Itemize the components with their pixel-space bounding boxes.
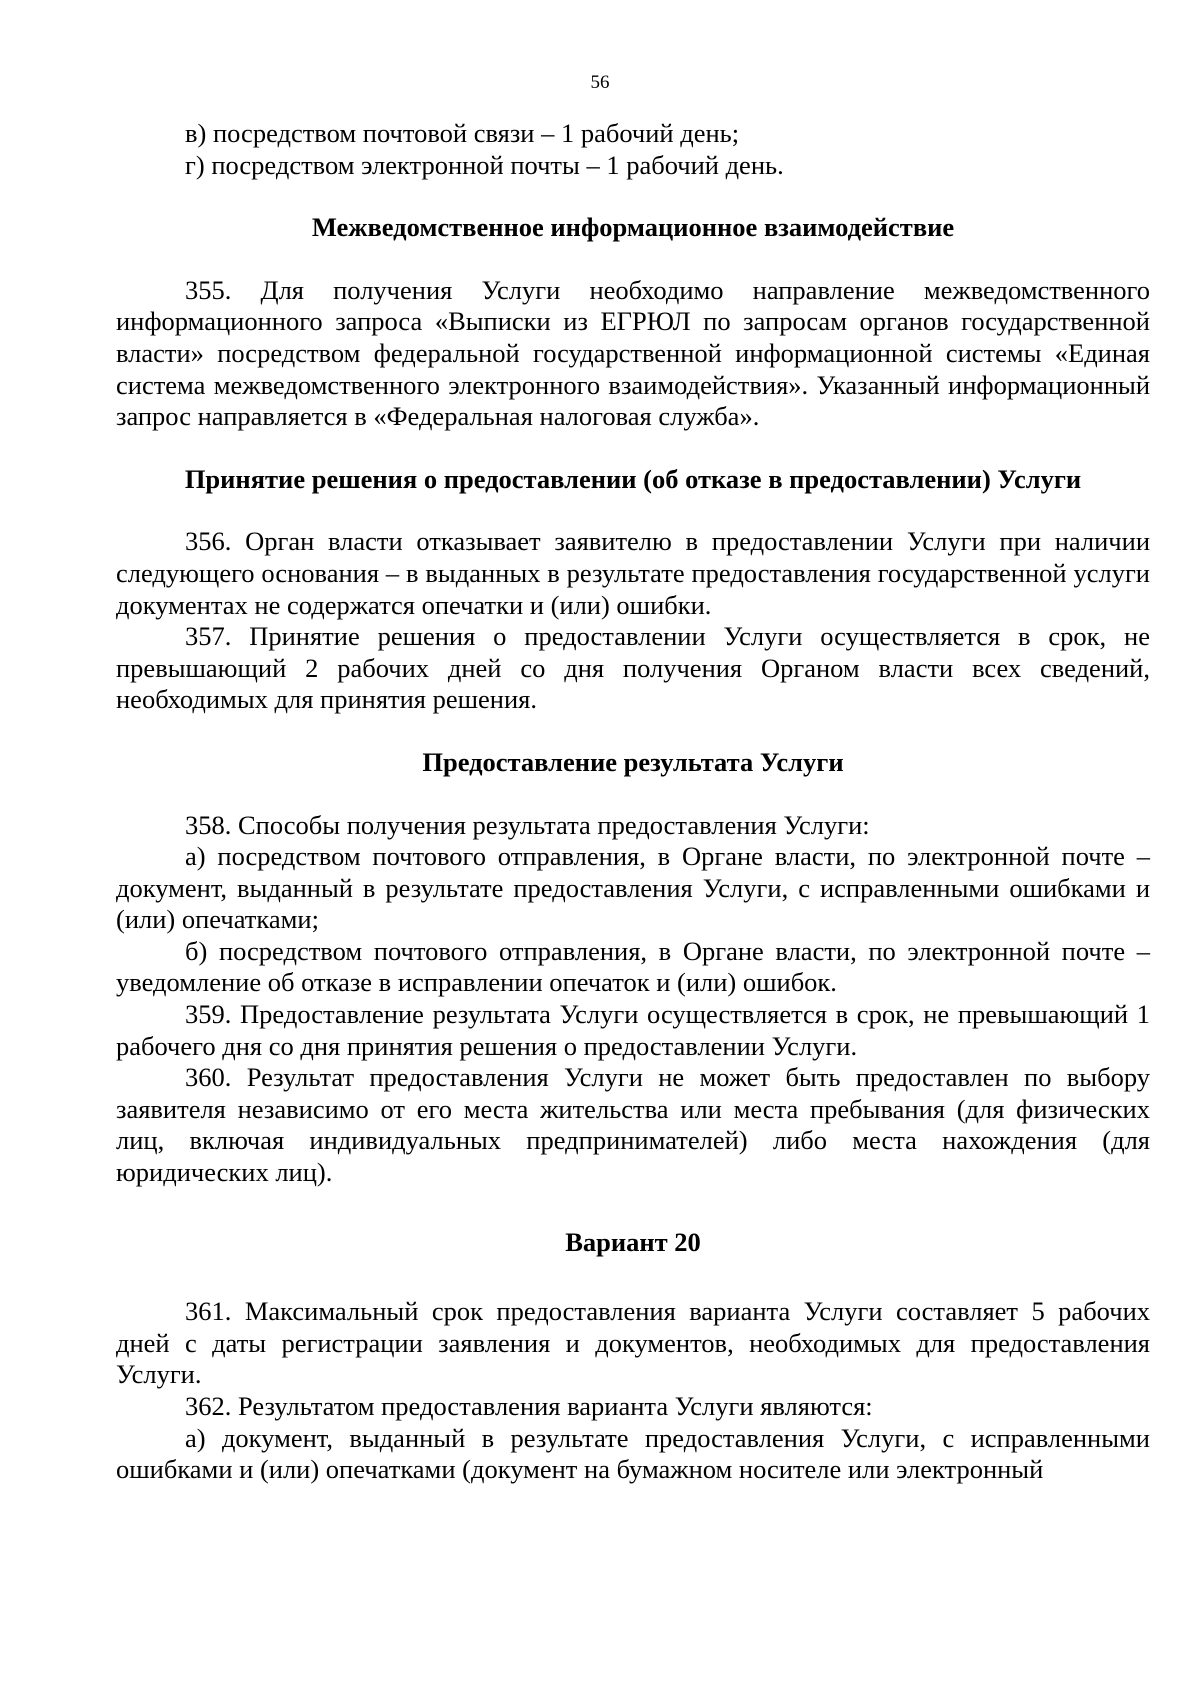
list-item-g: г) посредством электронной почты – 1 рабочий день. <box>185 149 784 180</box>
paragraph-356: 356. Орган власти отказывает заявителю в предоставлении Услуги при наличии следующего основания – в выданных в результате предоставления государственной услуги документах не содержатся опечатки и (или) ошибки. <box>116 526 1150 620</box>
section-heading-variant-20: Вариант 20 <box>565 1226 701 1257</box>
list-item-a-358: а) посредством почтового отправления, в Органе власти, по электронной почте – документ, выданный в результате предоставления Услуги, с исправленными ошибками и (или) опечатками; <box>116 841 1150 935</box>
paragraph-359: 359. Предоставление результата Услуги осуществляется в срок, не превышающий 1 рабочего дня со дня принятия решения о предоставлении Услуги. <box>116 999 1150 1061</box>
section-heading-result: Предоставление результата Услуги <box>422 746 844 777</box>
list-item-a-362: а) документ, выданный в результате предоставления Услуги, с исправленными ошибками и (или) опечатками (документ на бумажном носителе или электронный <box>116 1422 1150 1485</box>
paragraph-355: 355. Для получения Услуги необходимо направление межведомственного информационного запроса «Выписки из ЕГРЮЛ по запросам органов государственной власти» посредством федеральной государственной информационной системы «Единая система межведомственного электронного взаимодействия». Указанный информационный запрос направляется в «Федеральная налоговая служба». <box>116 274 1150 432</box>
paragraph-357: 357. Принятие решения о предоставлении Услуги осуществляется в срок, не превышающий 2 рабочих дней со дня получения Органом власти всех сведений, необходимых для принятия решения. <box>116 621 1150 715</box>
section-heading-interagency: Межведомственное информационное взаимодействие <box>311 212 955 243</box>
paragraph-361: 361. Максимальный срок предоставления варианта Услуги составляет 5 рабочих дней с даты регистрации заявления и документов, необходимых для предоставления Услуги. <box>116 1296 1150 1390</box>
section-heading-decision: Принятие решения о предоставлении (об отказе в предоставлении) Услуги <box>184 463 1082 494</box>
page-number: 56 <box>590 72 610 93</box>
paragraph-362: 362. Результатом предоставления варианта Услуги являются: <box>185 1391 873 1421</box>
document-body <box>116 118 1150 1486</box>
list-item-b-358: б) посредством почтового отправления, в Органе власти, по электронной почте – уведомление об отказе в исправлении опечаток и (или) ошибок. <box>116 935 1150 998</box>
list-item-v: в) посредством почтовой связи – 1 рабочий день; <box>185 118 740 148</box>
paragraph-360: 360. Результат предоставления Услуги не может быть предоставлен по выбору заявителя независимо от его места жительства или места пребывания (для физических лиц, включая индивидуальных предпринимателей) либо места нахождения (для юридических лиц). <box>116 1062 1150 1188</box>
paragraph-358: 358. Способы получения результата предоставления Услуги: <box>185 809 870 840</box>
